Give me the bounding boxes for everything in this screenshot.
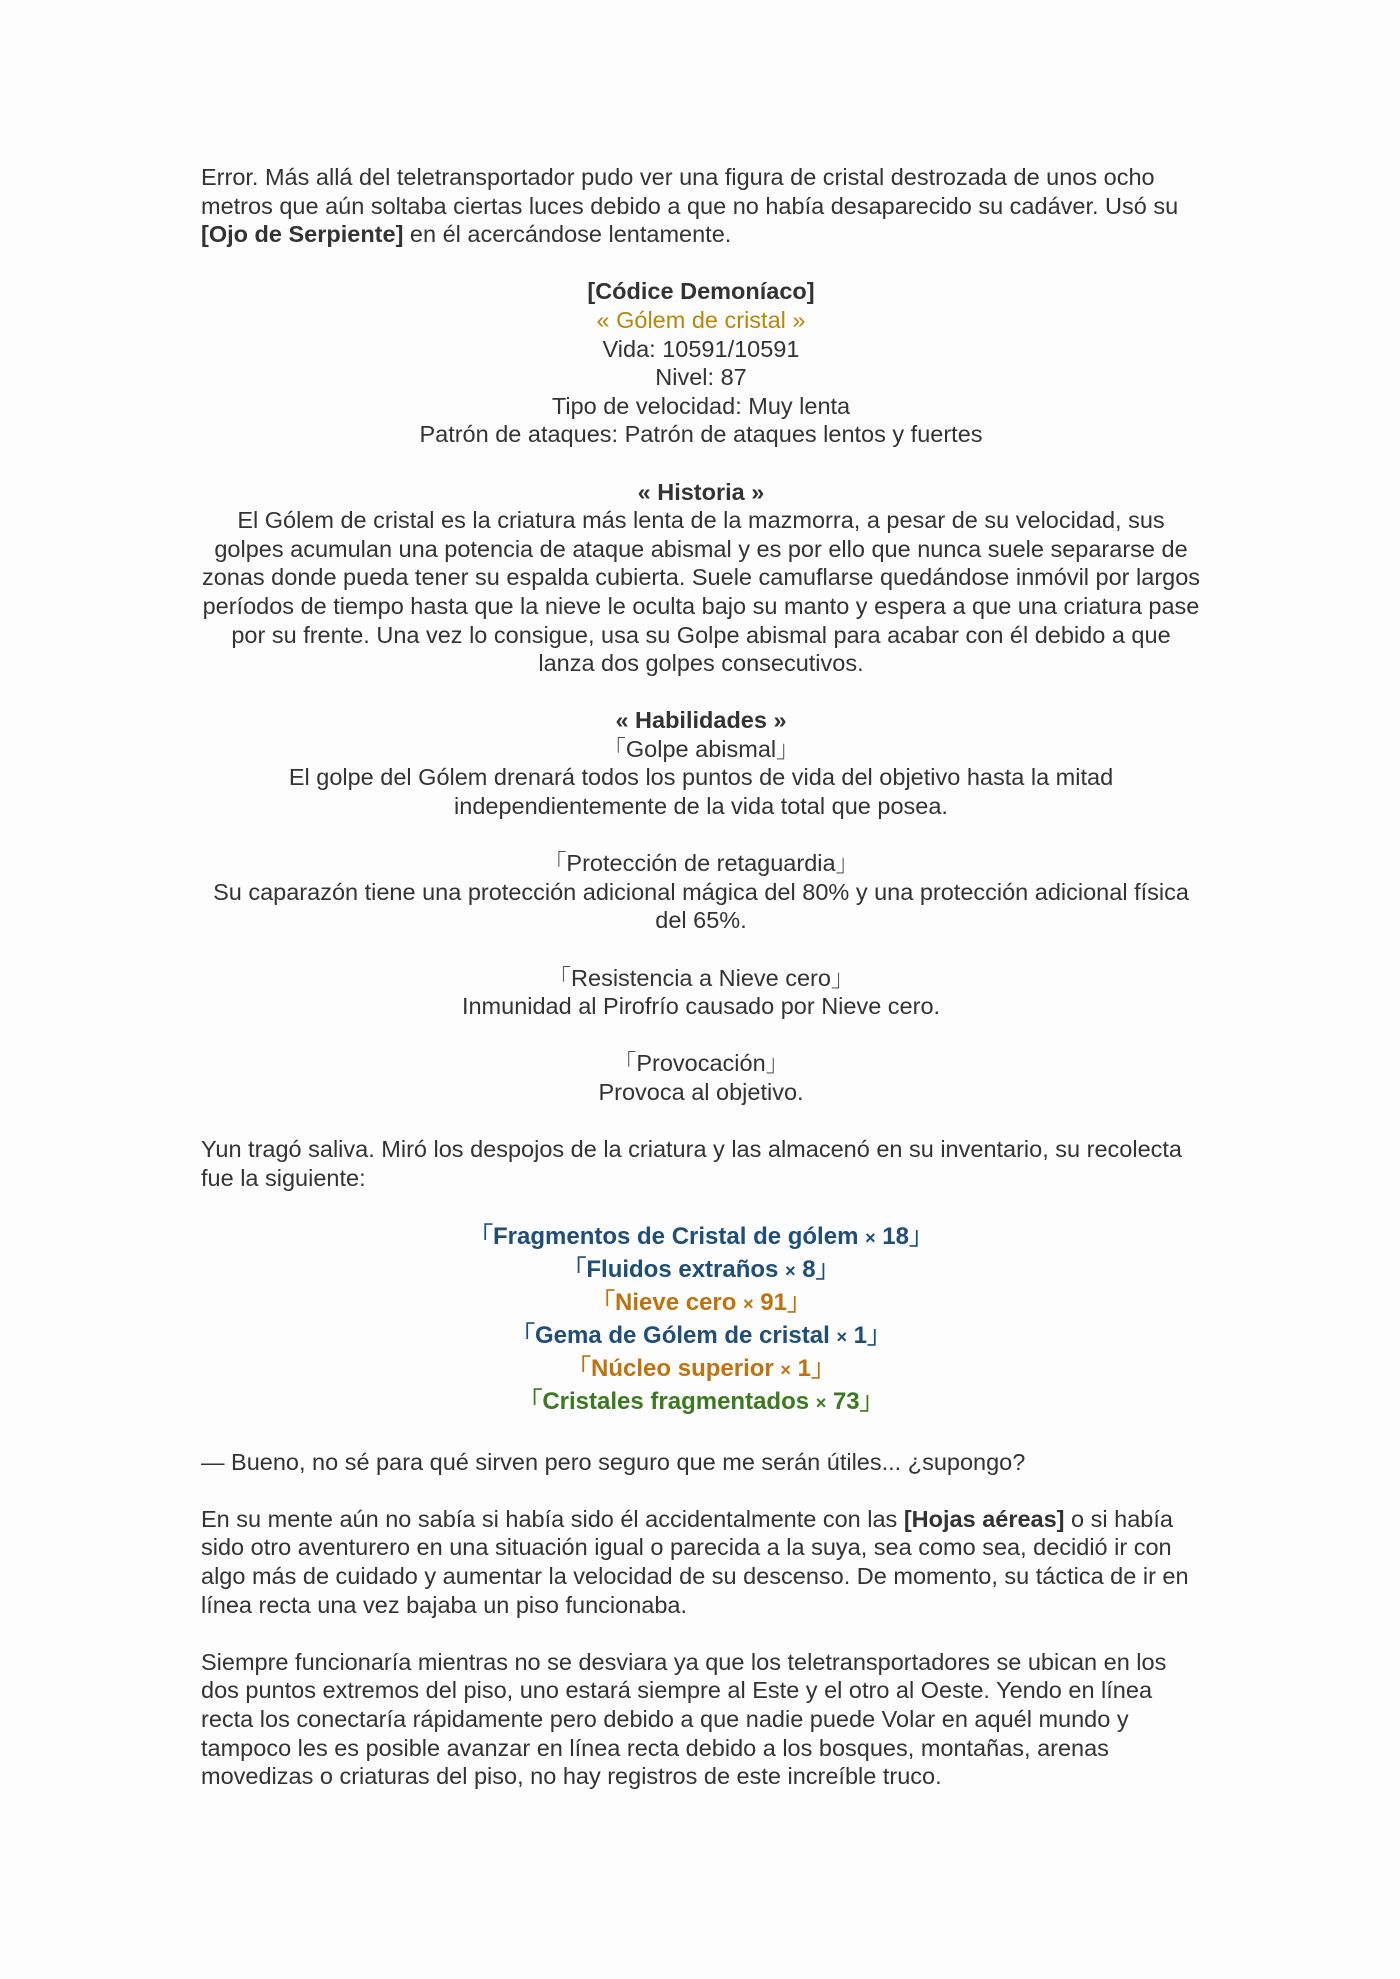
- ability-description: El golpe del Gólem drenará todos los puntos de vida del objetivo hasta la mitad independientemente de la vida total que posea.: [288, 764, 1114, 820]
- paragraph-teleporters: Siempre funcionaría mientras no se desviara ya que los teletransportadores se ubican en los dos puntos extremos del piso, uno estará siempre al Este y el otro al Oeste. Yendo en línea recta los conectaría rápidamente pero debido a que nadie puede Volar en aquél mundo y tampoco les es posible avanzar en línea recta debido a los bosques, montañas, arenas movedizas o criaturas del piso, no hay registros de este increíble truco.: [201, 1648, 1167, 1790]
- ability-description: Provoca al objetivo.: [598, 1079, 804, 1105]
- loot-item: 「Núcleo superior × 1」: [567, 1354, 835, 1382]
- ability-description: Inmunidad al Pirofrío causado por Nieve cero.: [461, 993, 941, 1020]
- codex-title: [Códice Demoníaco]: [587, 278, 815, 305]
- creature-name: « Gólem de cristal »: [596, 306, 806, 333]
- loot-item: 「Fluidos extraños × 8」: [562, 1255, 840, 1283]
- history-text: El Gólem de cristal es la criatura más lenta de la mazmorra, a pesar de su velocidad, sus golpes acumulan una potencia de ataque abismal y es por ello que nunca suele separarse de zonas donde pueda tener su espalda cubierta. Suele camuflarse quedándose inmóvil por largos períodos de tiempo hasta que la nieve le oculta bajo su manto y espera a que una criatura pase por su frente. Una vez lo consigue, usa su Golpe abismal para acabar con él debido a que lanza dos golpes consecutivos.: [201, 507, 1201, 677]
- abilities-title: « Habilidades »: [615, 707, 787, 734]
- dialogue-line: — Bueno, no sé para qué sirven pero seguro que me serán útiles... ¿supongo?: [201, 1448, 1026, 1475]
- loot-item: 「Cristales fragmentados × 73」: [518, 1387, 884, 1415]
- ability-description: Su caparazón tiene una protección adicional mágica del 80% y una protección adicional física del 65%.: [213, 878, 1189, 934]
- document-page: [201, 163, 1201, 1791]
- loot-item: 「Nieve cero × 91」: [591, 1288, 811, 1316]
- loot-item: 「Gema de Gólem de cristal × 1」: [510, 1321, 891, 1349]
- hojas-aereas-item: [Hojas aéreas]: [903, 1505, 1065, 1532]
- ability-name: 「Resistencia a Nieve cero」: [547, 964, 855, 991]
- ability-name: 「Provocación」: [612, 1050, 790, 1077]
- history-title: « Historia »: [637, 478, 765, 505]
- ability-name: 「Protección de retaguardia」: [542, 850, 860, 877]
- ability-name: 「Golpe abismal」: [602, 735, 800, 762]
- after-codex-paragraph: Yun tragó saliva. Miró los despojos de la criatura y las almacenó en su inventario, su recolecta fue la siguiente:: [201, 1136, 1182, 1191]
- creature-speed: Tipo de velocidad: Muy lenta: [551, 392, 851, 419]
- creature-level: Nivel: 87: [655, 364, 747, 391]
- ojo-de-serpiente-skill: [Ojo de Serpiente]: [201, 221, 404, 248]
- creature-attack-pattern: Patrón de ataques: Patrón de ataques lentos y fuertes: [419, 421, 983, 448]
- loot-list: [201, 1221, 1201, 1419]
- paragraph-hojas-aereas: En su mente aún no sabía si había sido él accidentalmente con las [Hojas aéreas] o si había sido otro aventurero en una situación igual o parecida a la suya, sea como sea, decidió ir con algo más de cuidado y aumentar la velocidad de su descenso. De momento, su táctica de ir en línea recta una vez bajaba un piso funcionaba.: [201, 1505, 1189, 1618]
- creature-life: Vida: 10591/10591: [602, 335, 800, 362]
- intro-paragraph: Error. Más allá del teletransportador pudo ver una figura de cristal destrozada de unos ocho metros que aún soltaba ciertas luces debido a que no había desaparecido su cadáver. Usó su [Ojo de Serpiente] en él acercándose lentamente.: [201, 164, 1179, 248]
- codex-block: [201, 277, 1201, 1106]
- loot-item: 「Fragmentos de Cristal de gólem × 18」: [469, 1222, 933, 1250]
